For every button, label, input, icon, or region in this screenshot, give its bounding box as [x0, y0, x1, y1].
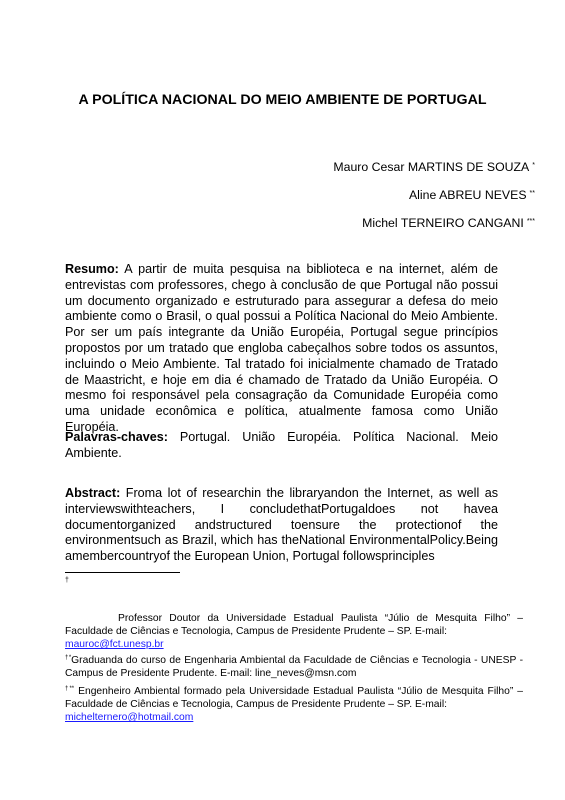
footnote-text: Professor Doutor da Universidade Estadual Paulista “Júlio de Mesquita Filho” – Faculdade de Ciências e Tecnologia, Campus de Presidente Prudente – SP. E-mail:	[65, 613, 523, 638]
keywords-label: Palavras-chaves:	[65, 430, 168, 444]
author-name: Aline ABREU NEVES	[408, 188, 527, 202]
author-name: Michel TERNEIRO CANGANI	[362, 216, 524, 230]
author-name: Mauro Cesar MARTINS DE SOUZA	[333, 160, 530, 174]
resumo-paragraph	[65, 262, 498, 436]
footnote-email-link[interactable]: michelternero@hotmail.com	[65, 712, 194, 724]
author-mark: *	[532, 162, 535, 169]
author-1	[333, 158, 535, 175]
abstract-label: Abstract:	[65, 486, 121, 500]
author-mark: ***	[526, 218, 535, 225]
footnote-mark: †**	[65, 686, 75, 692]
footnote-2	[65, 652, 523, 680]
footnote-marker: †	[65, 577, 69, 584]
resumo-label: Resumo:	[65, 262, 119, 276]
paper-title: A POLÍTICA NACIONAL DO MEIO AMBIENTE DE PORTUGAL	[78, 92, 487, 108]
keywords-paragraph	[65, 430, 498, 462]
author-mark: **	[529, 190, 535, 197]
footnote-text: Graduanda do curso de Engenharia Ambiental da Faculdade de Ciências e Tecnologia - UNESP - Campus de Presidente Prudente. E-mail: line_neves@msn.com	[65, 655, 524, 680]
author-3	[362, 214, 535, 231]
keywords-text: Portugal. União Européia. Política Nacional. Meio Ambiente.	[65, 430, 498, 460]
footnote-1	[65, 612, 523, 652]
footnote-mark: †*	[65, 655, 72, 661]
footnote-text: Engenheiro Ambiental formado pela Universidade Estadual Paulista “Júlio de Mesquita Filho” – Faculdade de Ciências e Tecnologia, Campus de Presidente Prudente – SP. E-mail:	[65, 686, 523, 711]
abstract-text: Froma lot of researchin the libraryandon the Internet, as well as interviewswithteachers, I concludethatPortugaldoes not havea documentorganized andstructured toensure the protectionof the environmentsuch as Brazil, which has theNational EnvironmentalPolicy.Being amembercountryof the European Union, Portugal followsprinciples	[65, 486, 498, 564]
footnote-3	[65, 683, 523, 725]
footnote-separator	[65, 572, 180, 573]
author-2	[409, 186, 535, 203]
footnote-email-link[interactable]: mauroc@fct.unesp.br	[65, 639, 164, 651]
resumo-text: A partir de muita pesquisa na biblioteca e na internet, além de entrevistas com professores, chego à conclusão de que Portugal não possui um documento organizado e estruturado para assegurar a defesa do meio ambiente como o Brasil, o qual possui a Política Nacional do Meio Ambiente. Por ser um país integrante da União Européia, Portugal segue princípios propostos por um tratado que engloba cabeçalhos sobre todos os assuntos, incluindo o Meio Ambiente. Tal tratado foi inicialmente chamado de Tratado de Maastricht, e hoje em dia é chamado de Tratado da União Européia. O mesmo foi responsável pela consagração da Comunidade Européia como uma unidade econômica e política, atualmente famosa como União Européia.	[65, 262, 498, 434]
abstract-paragraph	[65, 486, 498, 565]
